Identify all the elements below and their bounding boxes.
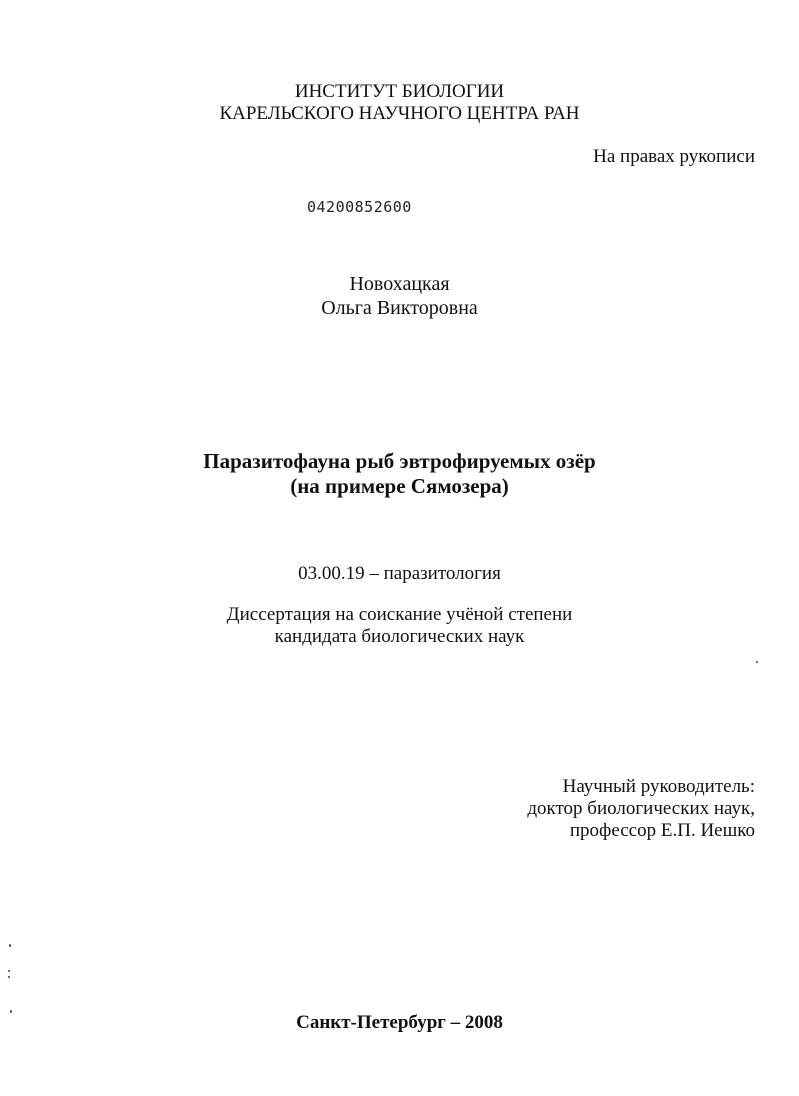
- specialty: 03.00.19 – паразитология: [298, 563, 501, 584]
- institute-line-2: КАРЕЛЬСКОГО НАУЧНОГО ЦЕНТРА РАН: [219, 103, 580, 124]
- rights-note: На правах рукописи: [593, 146, 755, 167]
- title-line-2: (на примере Сямозера): [290, 474, 509, 498]
- scan-speck: [756, 661, 758, 663]
- scan-speck: [9, 944, 11, 947]
- stamp-number: 04200852600: [307, 198, 412, 216]
- title-line-1: Паразитофауна рыб эвтрофируемых озёр: [203, 449, 596, 473]
- supervisor-line-2: доктор биологических наук,: [527, 798, 755, 819]
- author-name: Ольга Викторовна: [321, 297, 478, 319]
- supervisor-line-3: профессор Е.П. Иешко: [569, 820, 755, 841]
- scan-speck: [8, 970, 10, 972]
- scan-speck: [10, 1010, 12, 1013]
- supervisor-line-1: Научный руководитель:: [562, 776, 755, 797]
- institute-line-1: ИНСТИТУТ БИОЛОГИИ: [294, 81, 505, 102]
- degree-line-1: Диссертация на соискание учёной степени: [226, 604, 573, 625]
- scan-speck: [8, 976, 10, 978]
- degree-line-2: кандидата биологических наук: [274, 626, 525, 647]
- footer-city-year: Санкт-Петербург – 2008: [296, 1012, 503, 1033]
- author-surname: Новохацкая: [349, 273, 450, 295]
